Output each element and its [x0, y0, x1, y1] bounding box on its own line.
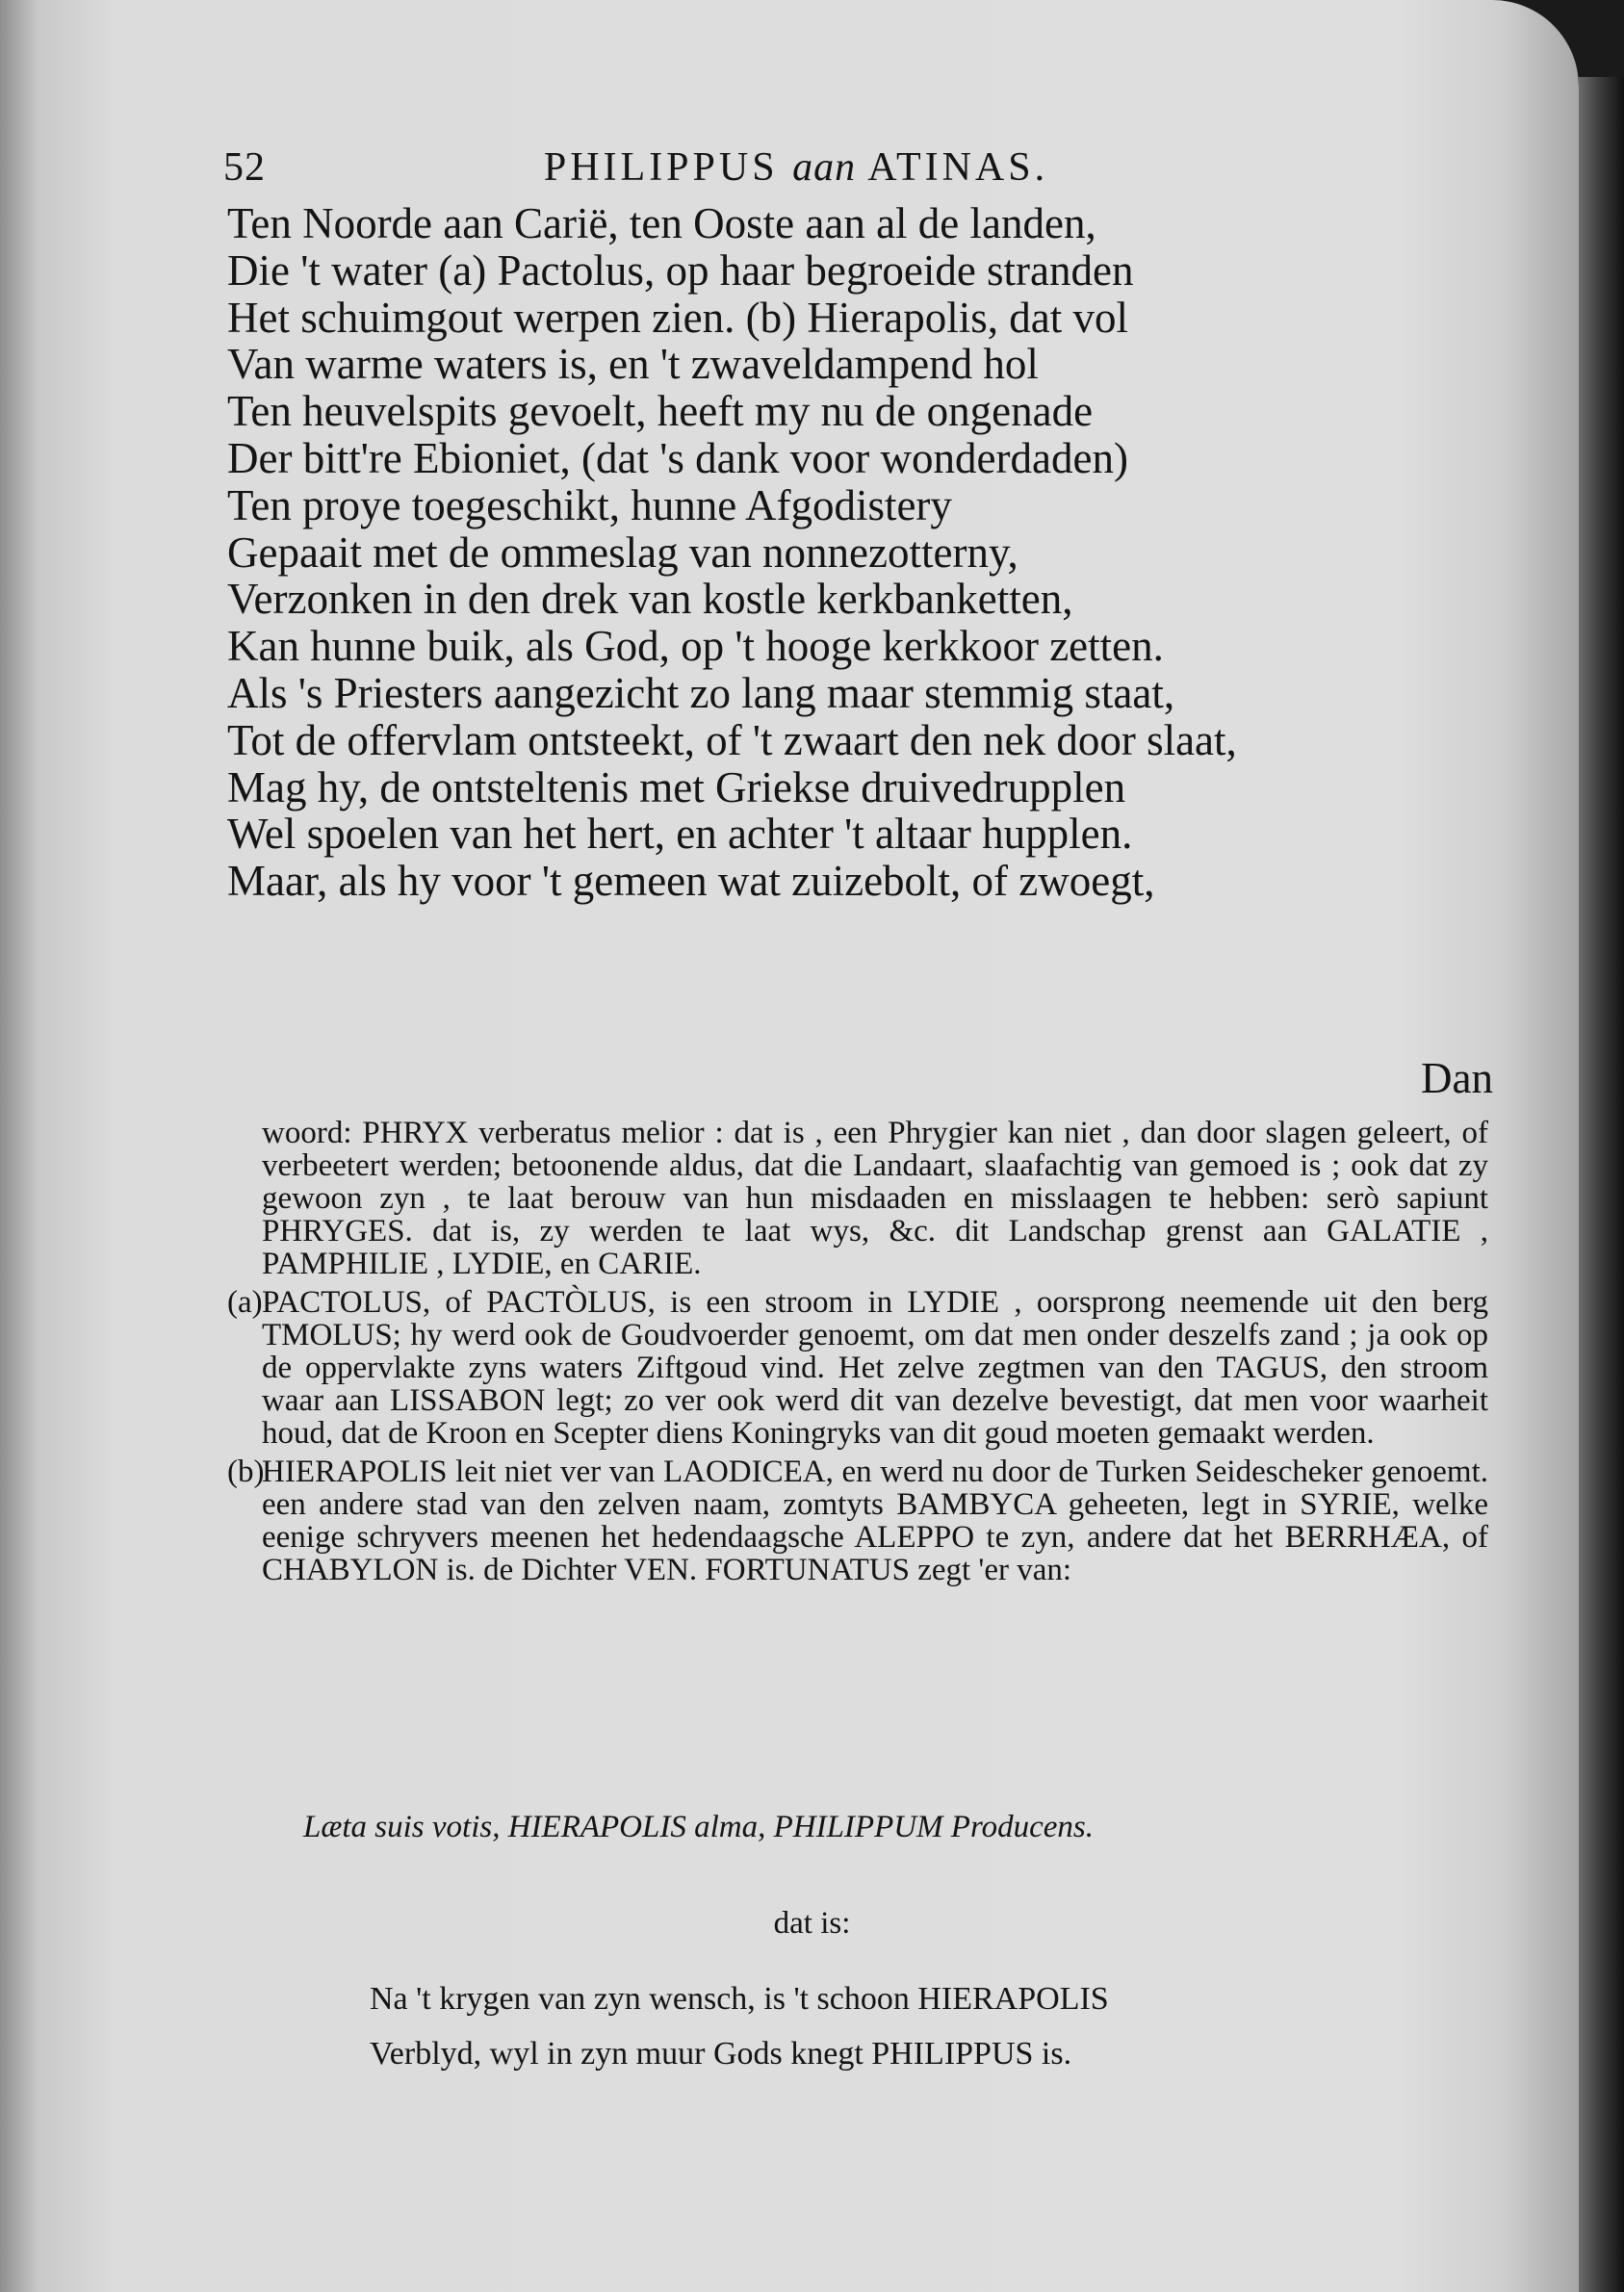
poem-line: Kan hunne buik, als God, op 't hooge kerkkoor zetten. — [227, 622, 1164, 671]
footnote-a-marker: (a) — [227, 1285, 263, 1320]
latin-quote: Læta suis votis, HIERAPOLIS alma, PHILIPPUM Producens. — [303, 1810, 1094, 1844]
footnote-a-text: PACTOLUS, of PACTÒLUS, is een stroom in LYDIE , oorsprong neemende uit den berg TMOLUS; hy werd ook de Goudvoerder genoemt, om dat men onder deszelfs zand ; ja ook op de oppervlakte zyns waters Ziftgoud vind. Het zelve zegtmen van den TAGUS, den stroom waar aan LISSABON legt; zo ver ook werd dit van dezelve bevestigt, dat men voor waarheit houd, dat de Kroon en Scepter diens Koningryks van dit goud moeten gemaakt werden. — [262, 1285, 1488, 1451]
poem-line: Verzonken in den drek van kostle kerkbanketten, — [227, 575, 1073, 624]
footnote-b-marker: (b) — [227, 1455, 265, 1489]
footnotes — [227, 1117, 1488, 1586]
translation-intro: dat is: — [773, 1906, 851, 1941]
page-edge-shadow — [1579, 77, 1624, 2292]
footnote-continuation: woord: PHRYX verberatus melior : dat is , een Phrygier kan niet , dan door slagen geleert, of verbeetert werden; betoonende aldus, dat die Landaart, slaafachtig van gemoed is ; ook dat zy gewoon zyn , te laat berouw van hun misdaaden en misslaagen te hebben: serò sapiunt PHRYGES. dat is, zy werden te laat wys, &c. dit Landschap grenst aan GALATIE , PAMPHILIE , LYDIE, en CARIE. — [262, 1116, 1488, 1281]
poem-line: Van warme waters is, en 't zwaveldampend hol — [227, 340, 1039, 389]
verse-line: Na 't krygen van zyn wensch, is 't schoon HIERAPOLIS — [370, 1981, 1109, 2017]
poem-line: Wel spoelen van het hert, en achter 't altaar hupplen. — [227, 810, 1133, 859]
page-number: 52 — [223, 145, 266, 190]
translated-verse — [370, 1971, 1109, 2081]
poem-line: Het schuimgout werpen zien. (b) Hierapolis, dat vol — [227, 293, 1128, 342]
poem-line: Gepaait met de ommeslag van nonnezotterny, — [227, 528, 1018, 577]
poem-line: Die 't water (a) Pactolus, op haar begroeide stranden — [227, 245, 1134, 295]
poem-line: Als 's Priesters aangezicht zo lang maar stemmig staat, — [227, 668, 1175, 717]
footnote-b-text: HIERAPOLIS leit niet ver van LAODICEA, en werd nu door de Turken Seidescheker genoemt. een andere stad van den zelven naam, zomtyts BAMBYCA geheeten, legt in SYRIE, welke eenige schryvers meenen het hedendaagsche ALEPPO te zyn, andere dat het BERRHÆA, of CHABYLON is. de Dichter VEN. FORTUNATUS zegt 'er van: — [262, 1455, 1488, 1587]
running-title — [368, 144, 1224, 191]
footnote-a — [227, 1286, 1488, 1450]
poem-line: Der bitt're Ebioniet, (dat 's dank voor wonderdaden) — [227, 433, 1128, 482]
poem-line: Maar, als hy voor 't gemeen wat zuizebolt, of zwoegt, — [227, 857, 1155, 906]
poem-body — [227, 200, 1498, 905]
title-connector: aan — [792, 145, 857, 190]
poem-line: Mag hy, de ontsteltenis met Griekse druivedrupplen — [227, 762, 1126, 811]
poem-line: Ten heuvelspits gevoelt, heeft my nu de ongenade — [227, 387, 1094, 436]
title-name-2: ATINAS. — [867, 145, 1049, 190]
title-name-1: PHILIPPUS — [543, 145, 779, 190]
verse-line: Verblyd, wyl in zyn muur Gods knegt PHILIPPUS is. — [370, 2036, 1072, 2072]
poem-line: Ten Noorde aan Carië, ten Ooste aan al de landen, — [227, 199, 1096, 247]
running-header — [223, 144, 1224, 198]
catchword: Dan — [1421, 1054, 1493, 1102]
footnote-b — [227, 1455, 1488, 1586]
poem-line: Ten proye toegeschikt, hunne Afgodistery — [227, 480, 952, 529]
poem-line: Tot de offervlam ontsteekt, of 't zwaart den nek door slaat, — [227, 715, 1237, 764]
